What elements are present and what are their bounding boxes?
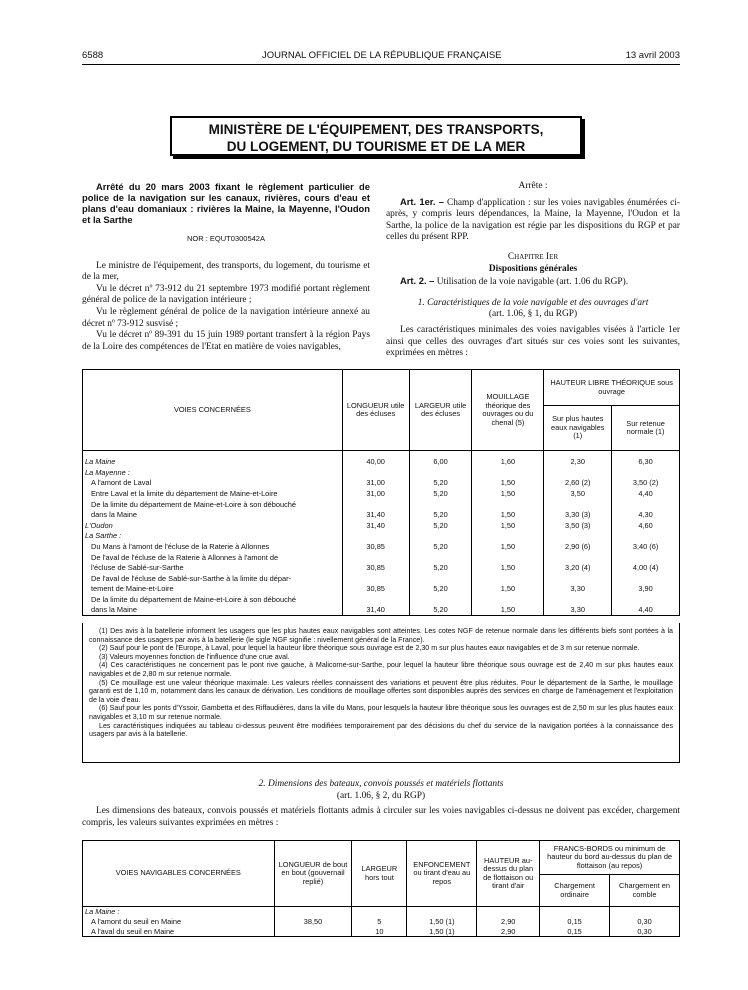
row-label: De l'aval de l'écluse de Sablé-sur-Sarthe à la limite du dépar-	[83, 573, 343, 584]
cell-value: 1,50	[472, 520, 544, 531]
cell-value: 4,40	[612, 605, 680, 616]
boat-dimensions-table	[82, 840, 680, 937]
cell-value: 5,20	[409, 562, 472, 573]
paragraph: Les dimensions des bateaux, convois poussés et matériels flottants admis à circuler sur les voies navigables ci-dessus ne doivent pas excéder, chargement compris, les valeurs suivantes exprimées en mètres :	[82, 806, 680, 828]
article-2-text: Utilisation de la voie navigable (art. 1.06 du RGP).	[436, 277, 629, 288]
ministry-line-1: MINISTÈRE DE L'ÉQUIPEMENT, DES TRANSPORTS,	[208, 122, 544, 137]
cell-value	[544, 552, 612, 563]
row-label: La Maine :	[83, 907, 275, 917]
footnote: (2) Sauf pour le pont de l'Europe, à Laval, pour lequel la hauteur libre théorique sous ouvrage est de 2,30 m sur plus hautes eaux navigables et de 3 m sur retenue normale.	[99, 644, 640, 653]
cell-value: 31,40	[342, 520, 409, 531]
cell-value	[472, 552, 544, 563]
cell-value	[612, 531, 680, 542]
table-row	[83, 531, 680, 542]
col-comble: Chargement en comble	[610, 875, 680, 907]
cell-value: 2,60 (2)	[544, 478, 612, 489]
cell-value: 5	[352, 917, 407, 927]
cell-value: 5,20	[409, 584, 472, 595]
article-1-text: Champ d'application : sur les voies navigables énumérées ci-après, y compris leurs dépendances, la Maine, la Mayenne, l'Oudon et la Sarthe, la police de la navigation est régie par les dispositions du RGP et par celles du présent RPP.	[386, 197, 681, 243]
col-longueur: LONGUEUR utile des écluses	[342, 370, 409, 451]
cell-value	[612, 499, 680, 510]
row-label: A l'aval du seuil en Maine	[83, 927, 275, 937]
cell-value: 5,20	[409, 520, 472, 531]
table-row	[83, 552, 680, 563]
running-header	[82, 50, 680, 64]
cell-value: 30,85	[342, 562, 409, 573]
cell-value	[342, 531, 409, 542]
cell-value	[342, 594, 409, 605]
cell-value	[472, 531, 544, 542]
col-hauteur: HAUTEUR au-dessus du plan de flottaison ou tirant d'air	[477, 841, 540, 907]
article-1-label: Art. 1er. –	[400, 195, 444, 207]
row-label: De la limite du département de Maine-et-Loire à son débouché	[83, 499, 343, 510]
table-row	[83, 478, 680, 489]
cell-value: 2,90 (6)	[544, 541, 612, 552]
cell-value: 3,50 (3)	[544, 520, 612, 531]
arrete-heading: Arrête :	[518, 181, 548, 191]
col-mouillage: MOUILLAGE théorique des ouvrages ou du chenal (5)	[472, 370, 544, 451]
cell-value: 4,30	[612, 509, 680, 520]
cell-value	[274, 927, 352, 937]
table-row	[83, 457, 680, 468]
cell-value: 31,00	[342, 478, 409, 489]
cell-value: 0,15	[540, 917, 610, 927]
cell-value: 4,40	[612, 488, 680, 499]
cell-value	[472, 573, 544, 584]
paragraph: Vu le décret nº 89-391 du 15 juin 1989 portant transfert à la région Pays de la Loire des compétences de l'Etat en matière de voies navigables,	[82, 330, 370, 352]
footnote: Les caractéristiques indiquées au tableau ci-dessus peuvent être modifiées temporairement par des décisions du chef du service de la navigation portées à la connaissance des usagers par avis à la batellerie.	[89, 721, 673, 739]
arrete-title: Arrêté du 20 mars 2003 fixant le règlement particulier de police de la navigation sur les canaux, rivières, cours d'eau et plans d'eau domaniaux : rivières la Maine, la Mayenne, l'Oudon et la Sarthe	[82, 181, 370, 225]
cell-value: 6,30	[612, 457, 680, 468]
cell-value: 3,20 (4)	[544, 562, 612, 573]
cell-value	[612, 573, 680, 584]
journal-title: JOURNAL OFFICIEL DE LA RÉPUBLIQUE FRANÇAISE	[262, 50, 502, 61]
cell-value: 0,15	[540, 927, 610, 937]
cell-value	[540, 907, 610, 917]
cell-value: 5,20	[409, 478, 472, 489]
cell-value: 1,50	[472, 509, 544, 520]
cell-value: 31,40	[342, 605, 409, 616]
cell-value: 1,50	[472, 562, 544, 573]
cell-value: 2,30	[544, 457, 612, 468]
cell-value: 6,00	[409, 457, 472, 468]
cell-value	[274, 907, 352, 917]
cell-value: 10	[352, 927, 407, 937]
cell-value: 40,00	[342, 457, 409, 468]
cell-value	[477, 907, 540, 917]
article-1	[386, 196, 680, 244]
cell-value: 1,50	[472, 605, 544, 616]
row-label: dans la Maine	[83, 605, 343, 616]
col-sur-plus: Sur plus hautes eaux navigables (1)	[544, 406, 612, 451]
footnote: (1) Des avis à la batellerie informent les usagers que les plus hautes eaux navigables sont atteintes. Les cotes NGF de retenue normale dans les différents biefs sont portées à la connaissance des usagers par avis à la batellerie (le sigle NGF signifie : nivellement général de la France).	[89, 627, 673, 644]
col-francs-bords: FRANCS-BORDS ou minimum de hauteur du bord au-dessus du plan de flottaison (au repos)	[540, 841, 680, 875]
cell-value: 1,50	[472, 584, 544, 595]
col-hauteur: HAUTEUR LIBRE THÉORIQUE sous ouvrage	[544, 370, 680, 406]
cell-value	[612, 552, 680, 563]
col-ordinaire: Chargement ordinaire	[540, 875, 610, 907]
cell-value: 5,20	[409, 509, 472, 520]
chapter-title: Dispositions générales	[488, 263, 578, 274]
cell-value	[352, 907, 407, 917]
cell-value	[342, 573, 409, 584]
right-column	[386, 181, 680, 360]
cell-value	[544, 467, 612, 478]
footnote: (4) Ces caractéristiques ne concernent pas le pont rive gauche, à Malicorne-sur-Sarthe, pour lequel la hauteur libre théorique sous ouvrage est de 2,40 m sur plus hautes eaux navigables et de 2,80 m sur retenue normale.	[89, 661, 673, 678]
table-notes	[82, 623, 680, 763]
cell-value	[544, 531, 612, 542]
cell-value: 3,40 (6)	[612, 541, 680, 552]
ministry-banner	[170, 116, 582, 156]
cell-value	[472, 499, 544, 510]
page-number: 6588	[82, 50, 104, 61]
cell-value: 3,50 (2)	[612, 478, 680, 489]
subsection-title: 1. Caractéristiques de la voie navigable et des ouvrages d'art	[417, 297, 649, 308]
nor-reference: NOR : EQUT0300542A	[187, 234, 265, 243]
col-voies-navigables: VOIES NAVIGABLES CONCERNÉES	[83, 841, 275, 907]
cell-value: 4,00 (4)	[612, 562, 680, 573]
cell-value	[407, 907, 477, 917]
article-2	[386, 275, 680, 289]
col-largeur: LARGEUR utile des écluses	[409, 370, 472, 451]
table-row	[83, 488, 680, 499]
table-row	[83, 520, 680, 531]
cell-value: 4,60	[612, 520, 680, 531]
cell-value: 3,90	[612, 584, 680, 595]
footnote: (3) Valeurs moyennes fonction de l'influence d'une crue aval.	[99, 652, 290, 661]
table-row	[83, 541, 680, 552]
table-row	[83, 499, 680, 510]
cell-value: 0,30	[610, 917, 680, 927]
cell-value	[409, 594, 472, 605]
table-row	[83, 907, 680, 917]
cell-value: 0,30	[610, 927, 680, 937]
cell-value: 31,40	[342, 509, 409, 520]
paragraph: Vu le décret nº 73-912 du 21 septembre 1973 modifié portant règlement général de police de la navigation intérieure ;	[82, 283, 370, 306]
table-row	[83, 467, 680, 478]
section-2-ref: (art. 1.06, § 2, du RGP)	[336, 790, 426, 801]
paragraph: Les caractéristiques minimales des voies navigables visées à l'article 1er ainsi que celles des ouvrages d'art situés sur ces voies sont les suivantes, exprimées en mètres :	[386, 324, 680, 359]
row-label: A l'amont de Laval	[83, 478, 343, 489]
cell-value: 5,20	[409, 488, 472, 499]
cell-value	[612, 594, 680, 605]
cell-value: 3,30	[544, 584, 612, 595]
table-row	[83, 509, 680, 520]
row-label: Du Mans à l'amont de l'écluse de la Raterie à Allonnes	[83, 541, 343, 552]
paragraph: Vu le règlement général de police de la navigation intérieure annexé au décret nº 73-912 susvisé ;	[82, 306, 370, 329]
cell-value	[409, 499, 472, 510]
cell-value	[342, 499, 409, 510]
col-largeur: LARGEUR hors tout	[352, 841, 407, 907]
cell-value	[472, 467, 544, 478]
table-row	[83, 562, 680, 573]
table-row	[83, 573, 680, 584]
cell-value: 1,60	[472, 457, 544, 468]
cell-value: 1,50 (1)	[407, 917, 477, 927]
cell-value: 30,85	[342, 584, 409, 595]
table-row	[83, 917, 680, 927]
col-enfoncement: ENFONCEMENT ou tirant d'eau au repos	[407, 841, 477, 907]
section-2	[82, 779, 680, 829]
cell-value	[342, 467, 409, 478]
cell-value	[409, 552, 472, 563]
article-2-label: Art. 2. –	[400, 275, 435, 287]
cell-value	[610, 907, 680, 917]
col-voies: VOIES CONCERNÉES	[83, 370, 343, 451]
row-label: tement de Maine-et-Loire	[83, 584, 343, 595]
chapter-heading: Chapitre Ier	[507, 251, 559, 262]
row-label: dans la Maine	[83, 509, 343, 520]
col-longueur: LONGUEUR de bout en bout (gouvernail replié)	[274, 841, 352, 907]
row-label: La Maine	[83, 457, 343, 468]
cell-value: 2,90	[477, 927, 540, 937]
subsection-ref: (art. 1.06, § 1, du RGP)	[488, 309, 578, 320]
cell-value: 38,50	[274, 917, 352, 927]
cell-value: 1,50	[472, 541, 544, 552]
cell-value: 5,20	[409, 541, 472, 552]
ministry-line-2: DU LOGEMENT, DU TOURISME ET DE LA MER	[226, 139, 526, 154]
row-label: L'Oudon	[83, 520, 343, 531]
cell-value: 3,30 (3)	[544, 509, 612, 520]
row-label: De l'aval de l'écluse de la Raterie à Allonnes à l'amont de	[83, 552, 343, 563]
row-label: La Mayenne :	[83, 467, 343, 478]
cell-value	[544, 594, 612, 605]
cell-value	[342, 552, 409, 563]
row-label: Entre Laval et la limite du département de Maine-et-Loire	[83, 488, 343, 499]
cell-value: 3,50	[544, 488, 612, 499]
cell-value: 30,85	[342, 541, 409, 552]
paragraph: Le ministre de l'équipement, des transports, du logement, du tourisme et de la mer,	[82, 260, 370, 283]
cell-value	[472, 594, 544, 605]
cell-value: 1,50	[472, 488, 544, 499]
row-label: l'écluse de Sablé-sur-Sarthe	[83, 562, 343, 573]
characteristics-table	[82, 369, 680, 616]
cell-value	[409, 573, 472, 584]
table-row	[83, 584, 680, 595]
cell-value	[612, 467, 680, 478]
left-column	[82, 181, 370, 353]
cell-value: 3,30	[544, 605, 612, 616]
cell-value	[409, 467, 472, 478]
row-label: A l'amont du seuil en Maine	[83, 917, 275, 927]
row-label: De la limite du département de Maine-et-Loire à son débouché	[83, 594, 343, 605]
cell-value	[409, 531, 472, 542]
table-row	[83, 605, 680, 616]
section-2-title: 2. Dimensions des bateaux, convois poussés et matériels flottants	[258, 779, 504, 789]
col-sur-retenue: Sur retenue normale (1)	[612, 406, 680, 451]
cell-value	[544, 499, 612, 510]
footnote: (6) Sauf pour les ponts d'Yssoir, Gambetta et des Riffaudières, dans la ville du Mans, pour lesquels la hauteur libre théorique sous les ouvrages est de 2,50 m sur les plus hautes eaux navigables et 3,10 m sur retenue normale.	[89, 704, 673, 721]
cell-value: 31,00	[342, 488, 409, 499]
header-rule	[82, 64, 680, 65]
cell-value: 1,50	[472, 478, 544, 489]
cell-value: 5,20	[409, 605, 472, 616]
table-row	[83, 927, 680, 937]
row-label: La Sarthe :	[83, 531, 343, 542]
footnote: (5) Ce mouillage est une valeur théorique maximale. Les valeurs réelles connaissent des variations et peuvent être plus réduites. Pour le département de la Sarthe, le mouillage garanti est de 1,10 m, notamment dans les canaux de dérivation. Les conditions de mouillage offertes sont disponibles auprès des services en charge de l'aménagement et l'exploitation de la voie d'eau.	[89, 678, 673, 704]
cell-value: 2,90	[477, 917, 540, 927]
table-row	[83, 594, 680, 605]
cell-value	[544, 573, 612, 584]
cell-value: 1,50 (1)	[407, 927, 477, 937]
issue-date: 13 avril 2003	[625, 50, 680, 61]
